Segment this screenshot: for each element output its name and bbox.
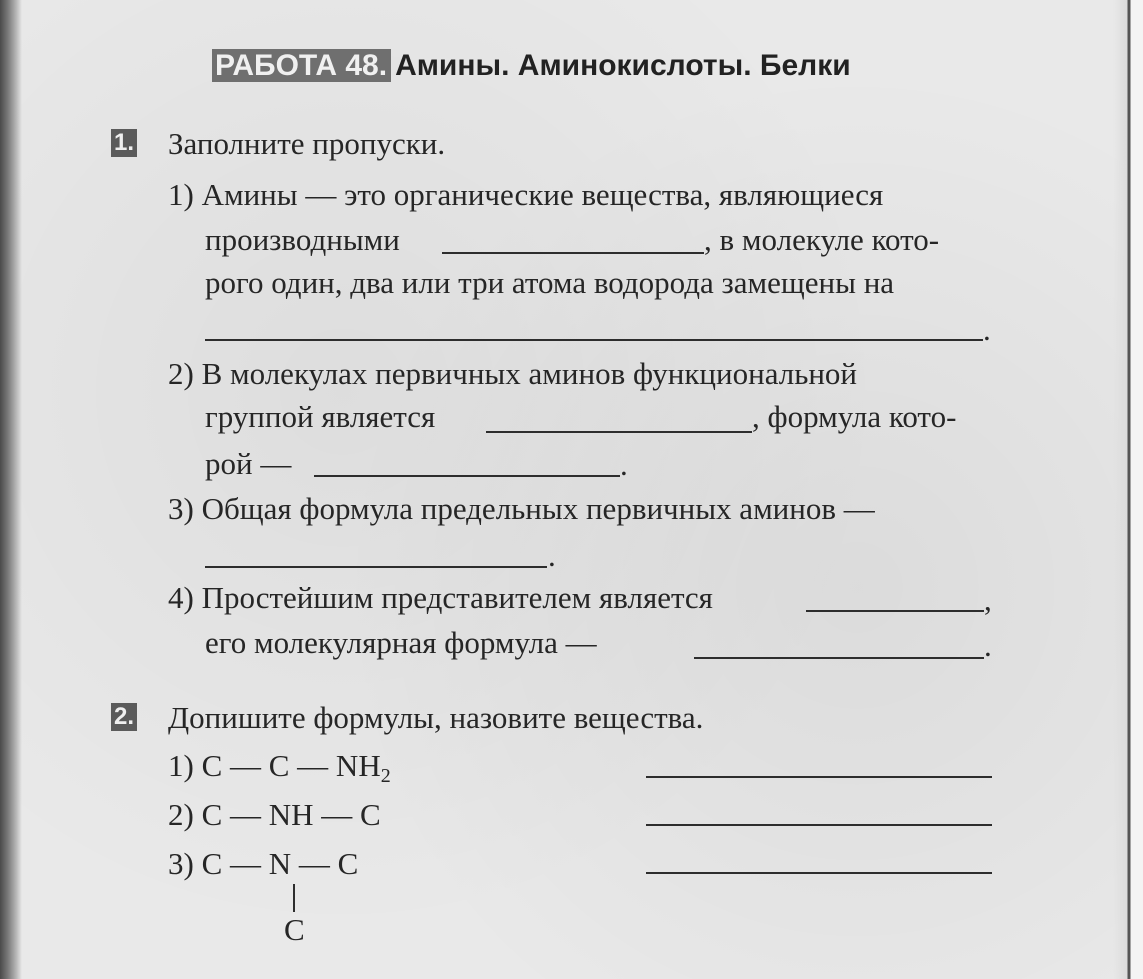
task1-item2-line2b: , формула кото- [752, 399, 957, 434]
answer-blank-6[interactable] [806, 610, 984, 612]
answer-blank-4[interactable] [314, 475, 620, 477]
answer-blank-7[interactable] [694, 657, 984, 659]
task1-number-badge: 1. [111, 129, 137, 157]
task2-number-badge: 2. [111, 703, 137, 731]
name-blank-1[interactable] [646, 776, 992, 778]
formula-3-bond [293, 884, 295, 912]
work-number-tag: РАБОТА 48. [212, 49, 391, 82]
task1-item2-line2a: группой является [205, 399, 436, 434]
task1-item2-line3a: рой — [205, 446, 292, 481]
task1-item2-line3-end: . [620, 447, 628, 482]
work-title: Амины. Аминокислоты. Белки [395, 49, 851, 82]
answer-blank-1[interactable] [442, 252, 704, 254]
task1-item2-line1: 2) В молекулах первичных аминов функциональной [168, 356, 858, 391]
formula-1-subscript: 2 [380, 765, 391, 787]
scan-binding-edge [0, 0, 22, 979]
scan-right-edge [1113, 0, 1143, 979]
task1-item1-line2b: , в молекуле кото- [704, 222, 940, 257]
task1-item1-line4-end: . [983, 312, 991, 347]
answer-blank-3[interactable] [486, 431, 752, 433]
task1-item3-line1: 3) Общая формула предельных первичных аминов — [168, 491, 875, 526]
task1-item4-line1-end: , [984, 582, 992, 617]
task1-item1-line3: рого один, два или три атома водорода замещены на [205, 265, 895, 300]
name-blank-2[interactable] [646, 824, 992, 826]
formula-1 [168, 748, 391, 787]
task1-instruction: Заполните пропуски. [168, 126, 446, 161]
task1-item4-line2a: его молекулярная формула — [205, 625, 597, 660]
task1-item4-line1a: 4) Простейшим представителем является [168, 580, 713, 615]
formula-3-branch: C [284, 912, 305, 947]
task1-item1-line2a: производными [205, 222, 400, 257]
formula-3: 3) C — N — C [168, 846, 359, 881]
task1-item1-line1: 1) Амины — это органические вещества, являющиеся [168, 177, 884, 212]
formula-1-main: 1) C — C — NH [168, 748, 381, 783]
task1-item3-line2-end: . [548, 538, 556, 573]
page-title [212, 49, 851, 83]
answer-blank-5[interactable] [205, 566, 547, 568]
formula-2: 2) C — NH — C [168, 797, 381, 832]
name-blank-3[interactable] [646, 872, 992, 874]
task2-instruction: Допишите формулы, назовите вещества. [168, 700, 704, 735]
task1-item4-line2-end: . [984, 628, 992, 663]
answer-blank-2[interactable] [205, 339, 983, 341]
